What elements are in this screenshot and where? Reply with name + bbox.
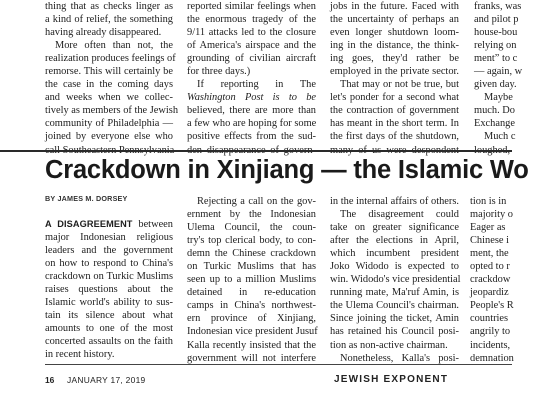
issue-date: JANUARY 17, 2019 [67, 375, 146, 385]
text-line: major Indonesian religious [45, 232, 173, 244]
lead-in: A DISAGREEMENT [45, 219, 133, 229]
text-line: realization produces feelings of [45, 53, 176, 65]
text-line: community of Philadelphia — [45, 118, 173, 130]
text-line: jeopardiz [470, 287, 509, 299]
text-line: tion as non-active chairman. [330, 339, 448, 351]
text-line: People's R [470, 300, 514, 312]
text-line: demn the Chinese crackdown [187, 248, 316, 260]
text-line: ern province of Xinjiang, [187, 313, 316, 325]
text-line: opted to r [470, 261, 510, 273]
text-line: majority o [470, 209, 513, 221]
text-line: relying on [474, 40, 517, 52]
text-line: crackdow [470, 274, 511, 286]
text-line: a few who are hoping for some [187, 118, 317, 130]
text-line: Islamic world's ability to sus- [45, 297, 173, 309]
text-line: the first days of the shutdown, [330, 131, 459, 143]
publication-name: JEWISH EXPONENT [334, 374, 449, 385]
text-line: remorse. This will certainly be [45, 66, 173, 78]
text-line: ing in the distance, the think- [330, 40, 459, 52]
text-line: for three days.) [187, 66, 251, 78]
text-line: ment” to c [474, 53, 518, 65]
text-line: joined by everyone else who [45, 131, 173, 143]
text-line: Since joining the ticket, Amin [330, 313, 459, 325]
article-headline: Crackdown in Xinjiang — the Islamic Wo [45, 156, 529, 184]
text-line: which incumbent president [330, 248, 459, 260]
text-line: try's top clerical body, to con- [187, 235, 316, 247]
text-line: and pilot p [474, 14, 519, 26]
text-line: countries [470, 313, 509, 325]
text-line: seen up to a million Muslims [187, 274, 316, 286]
page-number: 16 [45, 375, 55, 385]
text-line: positive effects from the sud- [187, 131, 316, 143]
text-line: even longer shutdown loom- [330, 27, 459, 39]
top-story-column-4 [474, 0, 534, 157]
text-line: the Ulema Council's chairman. [330, 300, 459, 312]
text-line: concerted assaults on the faith [45, 336, 173, 348]
text-line: win. Widodo's vice presidential [330, 274, 461, 286]
text-line: ernment by the Indonesian [187, 209, 316, 221]
text-line: incidents, [470, 339, 511, 351]
text-line: house-bou [474, 27, 518, 39]
text-line: More often than not, the [55, 40, 173, 52]
text-line: believed, there are more than [187, 105, 316, 117]
text-line: reported similar feelings when [187, 1, 316, 12]
top-story-column-3 [330, 0, 459, 157]
text-line: amounts to one of the most [45, 323, 173, 335]
text-line: detained in re-education [187, 287, 316, 299]
text-line: Maybe [484, 92, 513, 104]
text-line: Kalla recently insisted that the [187, 339, 316, 351]
text-line: franks, was [474, 1, 522, 12]
text-line: the contraction of government [330, 105, 459, 117]
text-line: 9/11 attacks led to the closure [187, 27, 316, 39]
article-byline: BY JAMES M. DORSEY [45, 194, 128, 203]
text-line: raises questions about the [45, 284, 173, 296]
footer-divider [45, 364, 512, 365]
text-line: camps in China's northwest- [187, 300, 316, 312]
text-line: much. Do [474, 105, 515, 117]
text-line: grounding of civilian aircraft [187, 53, 316, 65]
top-story-column-2 [187, 0, 316, 157]
article-column-3 [330, 195, 459, 365]
text-line: demnation [470, 352, 514, 364]
text-line: Exchange [474, 118, 515, 130]
text-line: Joko Widodo is expected to [330, 261, 459, 273]
text-line: has retained his Council posi- [330, 326, 459, 338]
text-line: thing that as checks linger as [45, 1, 173, 12]
text-line: having already disappeared. [45, 27, 162, 39]
text-line: on Turkic Muslims that has [187, 261, 316, 273]
text-line: government will not interfere [187, 352, 316, 364]
text-line: ing goes, they'd rather be [330, 53, 459, 65]
article-column-4 [470, 195, 530, 365]
text-line: That may or not be true, but [340, 79, 459, 91]
text-line: and weeks when we collec- [45, 92, 173, 104]
text-line: has meant in the short term. In [330, 118, 459, 130]
text-line: a kind of relief, the something [45, 14, 173, 26]
text-line: Eager as [470, 222, 506, 234]
text-line: leaders and the government [45, 245, 173, 257]
article-column-1 [45, 218, 173, 362]
text-line: — again, w [474, 66, 523, 78]
text-line: employed in the private sector. [330, 66, 459, 78]
text-line: after the elections in April, [330, 235, 459, 247]
text-line: the enormous tragedy of the [187, 14, 316, 26]
text-line: ment, the [470, 248, 509, 260]
text-line: The disagreement could [340, 209, 459, 221]
text-line: Chinese i [470, 235, 509, 247]
text-line: the uncertainty of perhaps an [330, 14, 459, 26]
article-column-2 [187, 195, 316, 365]
text-line: running mate, Ma'ruf Amin, is [330, 287, 459, 299]
text-line: Rejecting a call on the gov- [197, 196, 316, 207]
text-line: on how to respond to China's [45, 258, 173, 270]
text-line: crackdown on Turkic Muslims [45, 271, 173, 283]
text-line: Washington Post is to be [187, 92, 316, 104]
text-line: given day. [474, 79, 517, 91]
text-line: angrily to [470, 326, 511, 338]
text-line: in recent history. [45, 349, 115, 361]
text-line: in the internal affairs of others. [330, 196, 459, 207]
text-line: tion is in [470, 196, 507, 207]
text-line: Indonesian vice president Jusuf [187, 326, 318, 338]
top-story-column-1 [45, 0, 179, 157]
text-line: A DISAGREEMENT between [45, 219, 173, 230]
text-line: Nonetheless, Kalla's posi- [340, 352, 459, 364]
text-line: let's ponder for a second what [330, 92, 459, 104]
text-line: Much c [484, 131, 516, 143]
text-line: Ulema Council, the coun- [187, 222, 316, 234]
text-line: If reporting in The [197, 79, 316, 91]
text-line: tain its silence about what [45, 310, 173, 322]
text-line: take on greater significance [330, 222, 459, 234]
text-line: tively as members of the Jewish [45, 105, 179, 117]
text-line: of America's airspace and the [187, 40, 316, 52]
text-line: the case in the coming days [45, 79, 173, 91]
text-line: jobs in the future. Faced with [330, 1, 459, 12]
